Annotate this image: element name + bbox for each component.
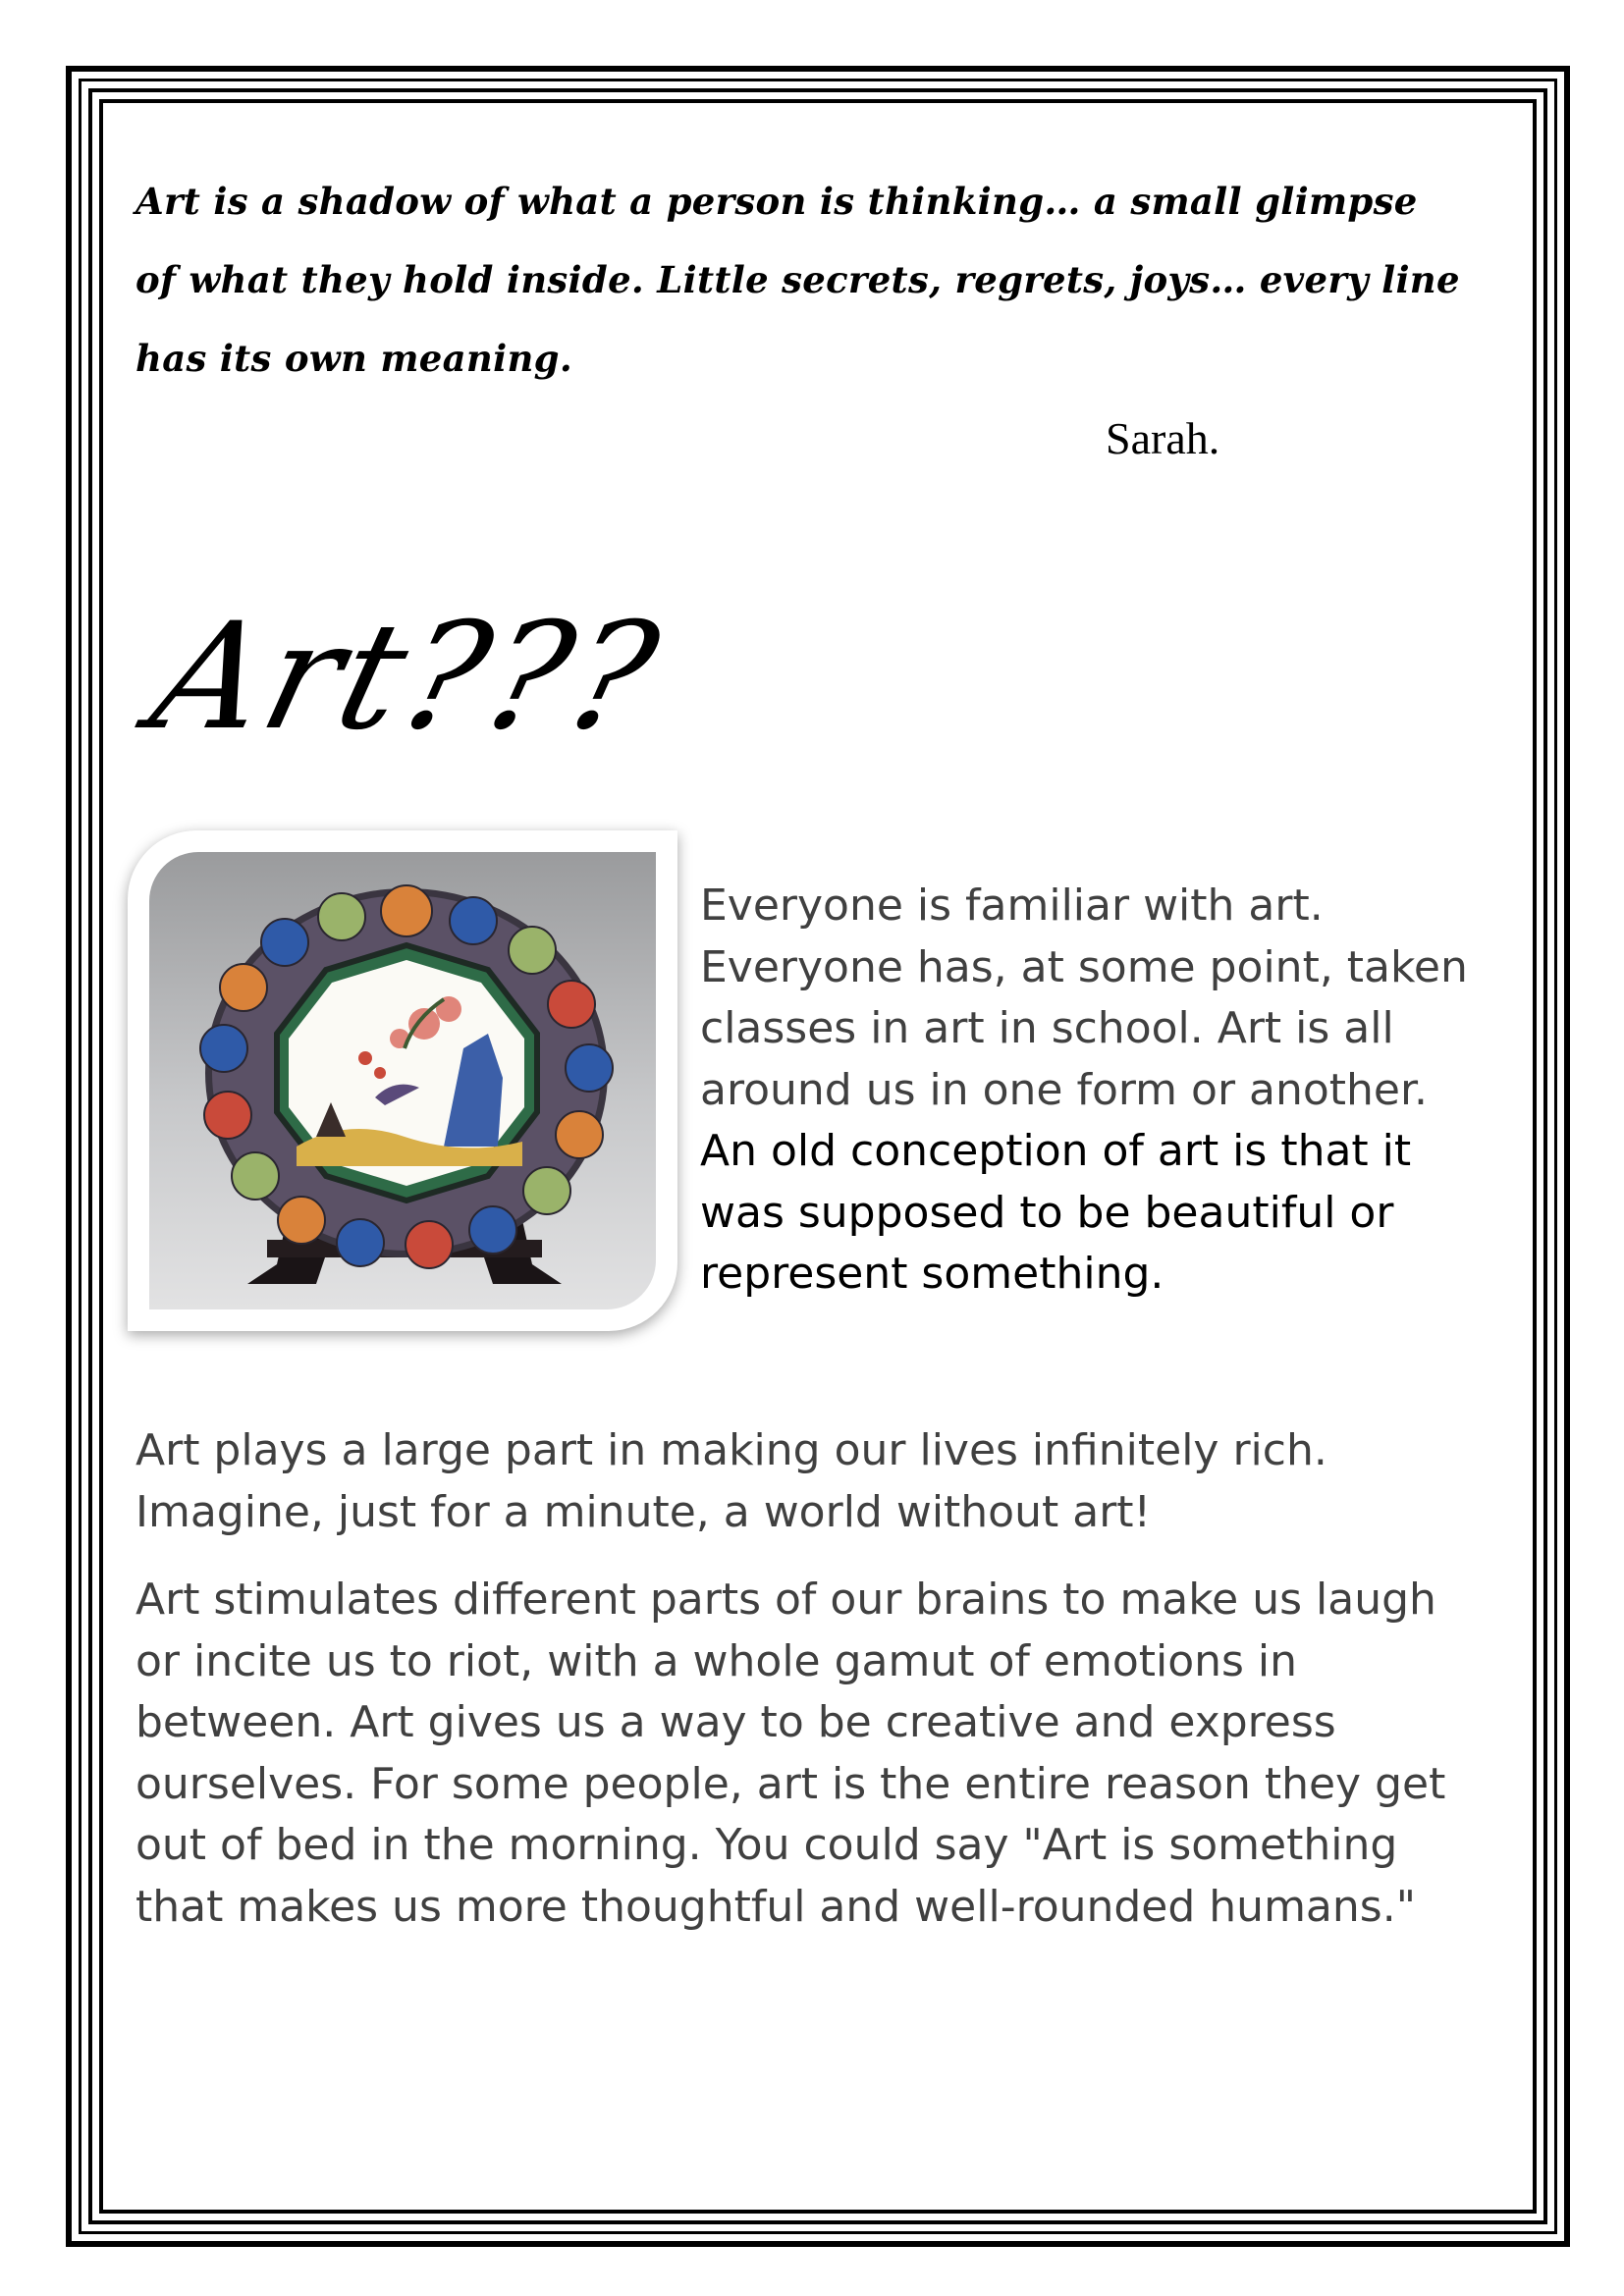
intro-line: Everyone is familiar with art. bbox=[700, 881, 1324, 931]
paragraph-line: out of bed in the morning. You could say "Art is something bbox=[135, 1820, 1398, 1870]
intro-line: was supposed to be beautiful or bbox=[700, 1187, 1394, 1238]
paragraph-line: Art stimulates different parts of our brains to make us laugh bbox=[135, 1575, 1436, 1625]
intro-line: classes in art in school. Art is all bbox=[700, 1003, 1394, 1053]
paragraph-line: Imagine, just for a minute, a world without art! bbox=[135, 1486, 1152, 1537]
paragraph-line: or incite us to riot, with a whole gamut of emotions in bbox=[135, 1635, 1298, 1686]
paragraph-line: that makes us more thoughtful and well-rounded humans." bbox=[135, 1881, 1416, 1932]
quote-line: has its own meaning. bbox=[135, 337, 573, 380]
quote-line: Art is a shadow of what a person is thinking… a small glimpse bbox=[135, 180, 1418, 223]
quote-signature: Sarah. bbox=[1106, 413, 1220, 463]
decorative-plate-image bbox=[149, 852, 656, 1309]
paragraph-line: between. Art gives us a way to be creative and express bbox=[135, 1697, 1336, 1747]
quote-line: of what they hold inside. Little secrets, regrets, joys… every line bbox=[135, 258, 1460, 301]
intro-line: around us in one form or another. bbox=[700, 1064, 1429, 1115]
intro-line: Everyone has, at some point, taken bbox=[700, 941, 1468, 992]
page-title: Art??? bbox=[136, 592, 677, 763]
paragraph-art-enriches bbox=[135, 1420, 1530, 1543]
plate-image-frame bbox=[128, 830, 677, 1331]
paragraph-line: Art plays a large part in making our lives infinitely rich. bbox=[135, 1425, 1327, 1475]
intro-line: An old conception of art is that it bbox=[700, 1126, 1412, 1176]
opening-quote bbox=[135, 162, 1490, 398]
paragraph-art-stimulates bbox=[135, 1570, 1530, 1938]
intro-text bbox=[700, 876, 1525, 1306]
paragraph-line: ourselves. For some people, art is the entire reason they get bbox=[135, 1758, 1446, 1809]
intro-line: represent something. bbox=[700, 1249, 1164, 1299]
